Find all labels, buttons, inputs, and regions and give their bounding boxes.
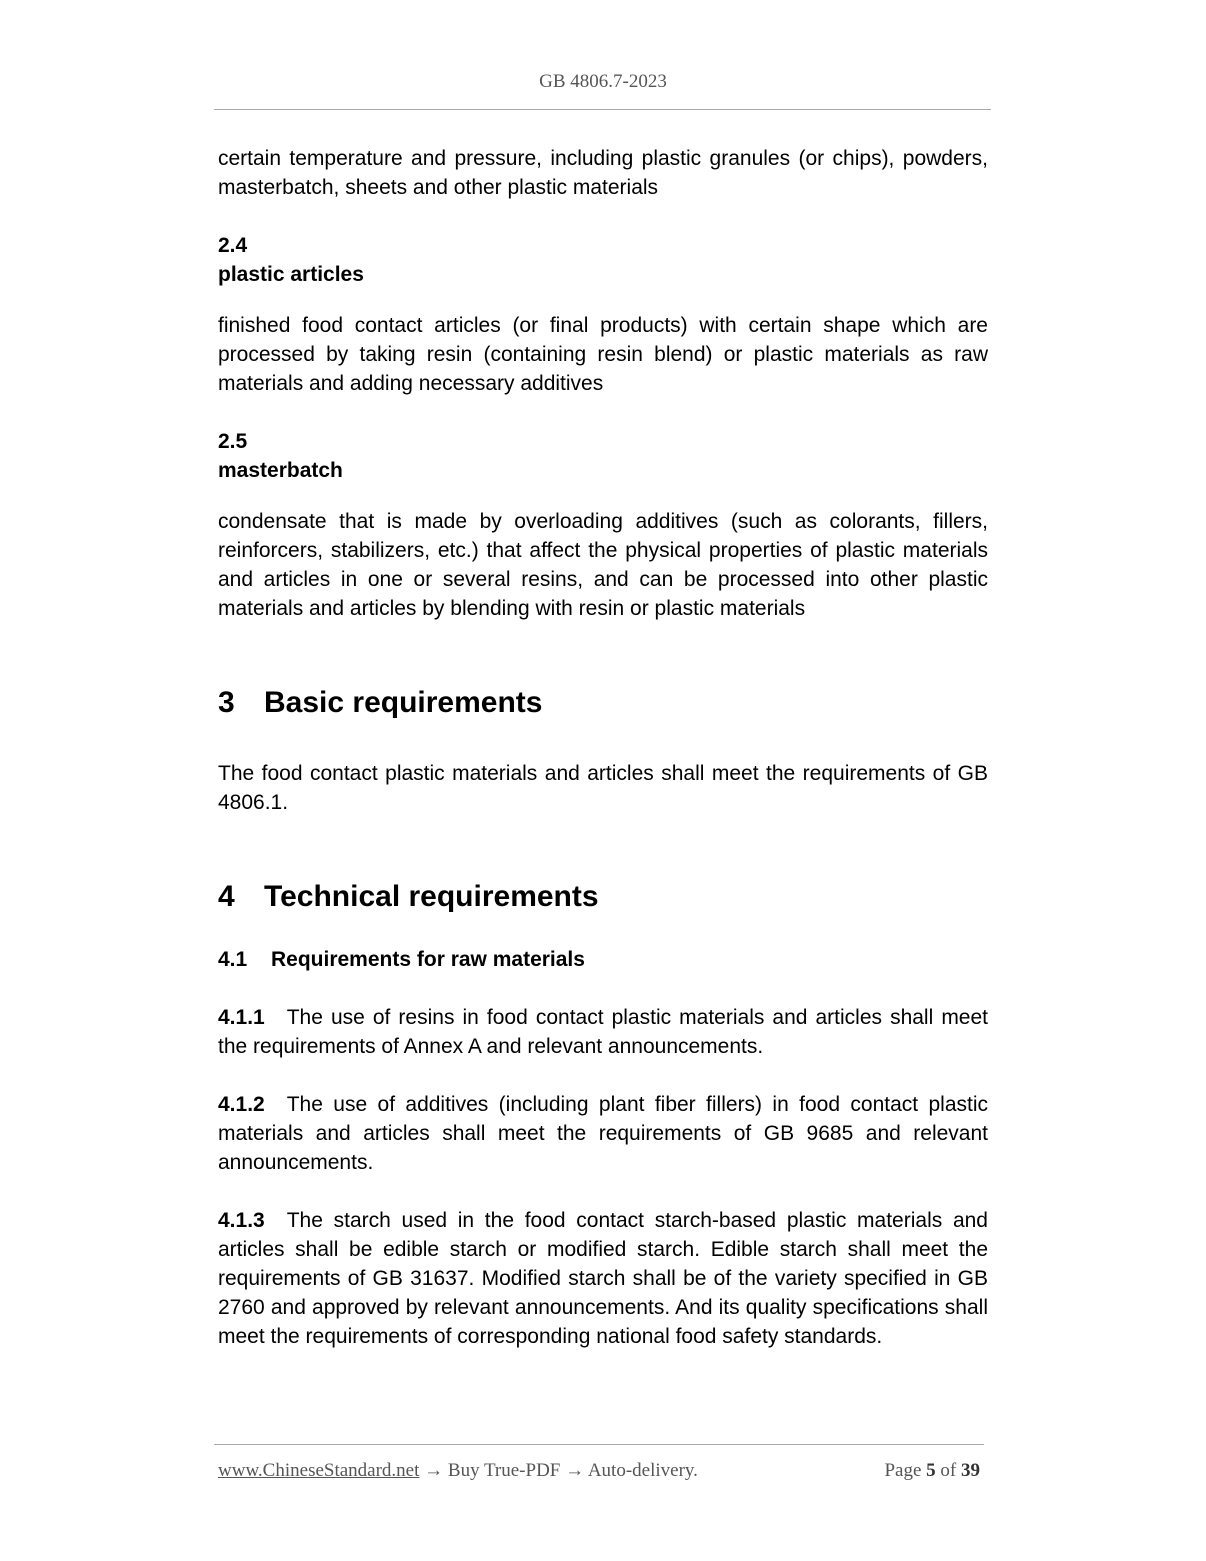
section-title: Basic requirements [264, 686, 543, 719]
continuation-paragraph: certain temperature and pressure, including plastic granules (or chips), powders, masterbatch, sheets and other plastic materials [218, 147, 988, 199]
buy-text: Buy True-PDF [447, 1460, 561, 1481]
footer-divider [214, 1444, 984, 1445]
section-number: 3 [218, 686, 235, 719]
term-name: plastic articles [218, 263, 364, 286]
section-number: 4 [218, 880, 235, 913]
section-title: Technical requirements [264, 880, 599, 913]
section-3-text: The food contact plastic materials and articles shall meet the requirements of GB 4806.1. [218, 762, 988, 814]
total-pages: 39 [961, 1460, 980, 1481]
term-definition: finished food contact articles (or final products) with certain shape which are processed by taking resin (containing resin blend) or plastic materials as raw materials and adding necessary additives [218, 314, 988, 395]
page-indicator [884, 1460, 980, 1482]
subsection-heading-4-1 [218, 945, 988, 974]
clause-text: The use of additives (including plant fiber fillers) in food contact plastic materials and articles shall meet the requirements of GB 9685 and relevant announcements. [218, 1093, 988, 1174]
clause-number: 4.1.1 [218, 1006, 265, 1029]
header-divider [214, 109, 991, 110]
clause-text: The use of resins in food contact plastic materials and articles shall meet the requirements of Annex A and relevant announcements. [218, 1006, 988, 1058]
section-heading-4 [218, 879, 988, 915]
page-content [218, 144, 988, 1351]
website-link[interactable]: www.ChineseStandard.net [218, 1460, 420, 1481]
document-header-title: GB 4806.7-2023 [539, 71, 667, 92]
term-number: 2.5 [218, 430, 248, 453]
term-number: 2.4 [218, 234, 248, 257]
of-label: of [940, 1460, 957, 1481]
subsection-number: 4.1 [218, 948, 248, 971]
page-footer [218, 1460, 980, 1482]
footer-promo [218, 1460, 698, 1482]
clause-number: 4.1.3 [218, 1209, 265, 1232]
term-name: masterbatch [218, 459, 343, 482]
clause-number: 4.1.2 [218, 1093, 265, 1116]
arrow-right-icon: → [565, 1460, 585, 1481]
clause-4-1-1 [218, 1003, 988, 1061]
subsection-title: Requirements for raw materials [271, 948, 585, 971]
delivery-text: Auto-delivery. [587, 1460, 698, 1481]
page-label: Page [884, 1460, 922, 1481]
section-heading-3 [218, 685, 988, 721]
arrow-right-icon: → [424, 1460, 444, 1481]
clause-4-1-2 [218, 1090, 988, 1177]
term-definition: condensate that is made by overloading additives (such as colorants, fillers, reinforcers, stabilizers, etc.) that affect the physical properties of plastic materials and articles in one or several resins, and can be processed into other plastic materials and articles by blending with resin or plastic materials [218, 510, 988, 620]
clause-4-1-3 [218, 1206, 988, 1351]
clause-text: The starch used in the food contact starch-based plastic materials and articles shall be edible starch or modified starch. Edible starch shall meet the requirements of GB 31637. Modified starch shall be of the variety specified in GB 2760 and approved by relevant announcements. And its quality specifications shall meet the requirements of corresponding national food safety standards. [218, 1209, 988, 1348]
current-page: 5 [926, 1460, 936, 1481]
